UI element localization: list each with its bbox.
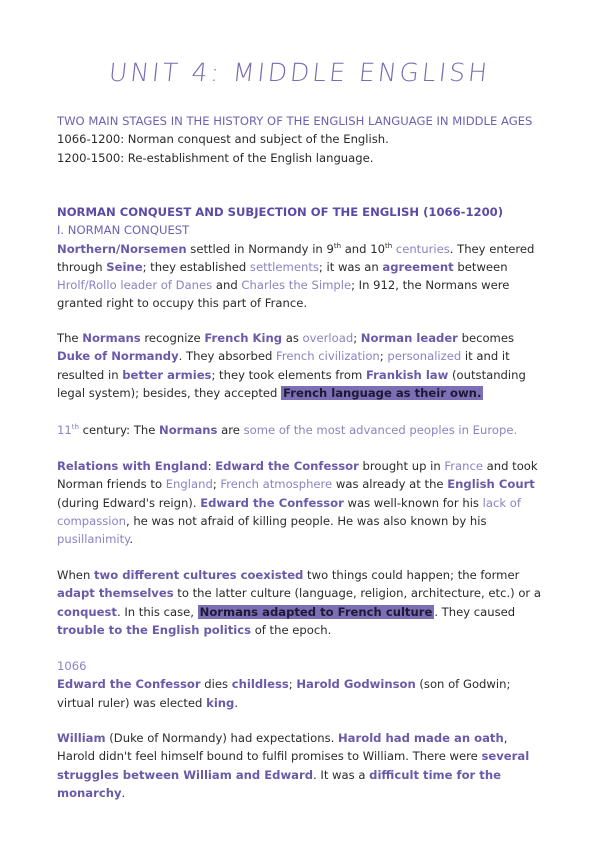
- p4-s8: ;: [212, 477, 221, 492]
- p5-s8: Normans adapted to French culture: [199, 604, 433, 619]
- p1-s15: and: [212, 278, 242, 293]
- paragraph-2-text: [57, 329, 547, 402]
- p7-s3: Harold had made an oath: [337, 731, 504, 745]
- p1-s13: between: [453, 259, 508, 274]
- p4-s6: and took Norman friends to: [57, 459, 538, 492]
- p4-s3: Edward the Confessor: [215, 459, 359, 473]
- p1-s3: th: [333, 241, 342, 250]
- p3-s2: th: [71, 423, 79, 432]
- p4-s2: :: [207, 459, 216, 473]
- p6-s7: king: [206, 695, 235, 710]
- p1-s11: ; it was an: [318, 259, 383, 274]
- p4-s11: English Court: [447, 477, 535, 492]
- p2-s6: overload: [302, 331, 354, 345]
- paragraph-5-text: [57, 566, 547, 639]
- paragraph-3: [57, 421, 547, 439]
- p2-s4: French King: [204, 331, 283, 345]
- p3-s3: century: The: [78, 423, 160, 437]
- p5-s2: two different cultures coexisted: [93, 568, 304, 582]
- p7-s5: several struggles between William and Edward: [57, 749, 530, 782]
- p5-s4: adapt themselves: [57, 586, 174, 601]
- p4-s13: Edward the Confessor: [200, 495, 344, 510]
- p3-s4: Normans: [159, 423, 218, 437]
- p3-s1: 11: [57, 423, 72, 437]
- p2-s15: it and it resulted in: [57, 349, 510, 382]
- p2-s10: Duke of Normandy: [57, 349, 179, 364]
- p4-s12: (during Edward's reign).: [57, 495, 201, 510]
- section-heading: NORMAN CONQUEST AND SUBJECTION OF THE ENGLISH (1066-1200): [57, 205, 504, 219]
- paragraph-1: [57, 240, 547, 313]
- p1-s5: th: [384, 241, 393, 250]
- p5-s10: trouble to the English politics: [57, 622, 252, 637]
- p2-s2: Normans: [82, 331, 141, 345]
- p6-s4: ;: [288, 677, 297, 692]
- p2-s7: ;: [353, 331, 361, 345]
- p1-s12: agreement: [382, 259, 454, 274]
- paragraph-6: [57, 657, 547, 712]
- p4-s18: .: [129, 532, 134, 547]
- paragraph-6-text: [57, 675, 547, 712]
- p4-s16: , he was not afraid of killing people. He was also known by his: [125, 513, 487, 528]
- p5-s11: of the epoch.: [251, 622, 332, 637]
- p6-s6: (son of Godwin; virtual ruler) was elected: [57, 677, 511, 710]
- paragraph-7: [57, 729, 547, 802]
- p4-s4: brought up in: [358, 459, 445, 473]
- stages-line-1: 1066-1200: Norman conquest and subject of the English.: [57, 132, 389, 147]
- p5-s1: When: [57, 568, 94, 582]
- p7-s7: difficult time for the monarchy: [57, 767, 501, 800]
- p2-s3: recognize: [140, 331, 205, 345]
- paragraph-7-text: [57, 729, 547, 802]
- p4-s10: was already at the: [332, 477, 448, 492]
- p1-s6: centuries: [392, 241, 450, 256]
- paragraph-4-text: [57, 457, 547, 548]
- p2-s17: ; they took elements from: [211, 367, 366, 382]
- p4-s9: French atmosphere: [220, 477, 333, 492]
- paragraph-2: [57, 329, 547, 402]
- p5-s6: conquest: [57, 604, 117, 619]
- paragraph-3-text: [57, 421, 547, 439]
- page-title: UNIT 4: MIDDLE ENGLISH: [107, 58, 492, 87]
- p1-s2: settled in Normandy in 9: [186, 241, 334, 256]
- p2-s12: French civilization: [276, 349, 380, 364]
- section-subheading: I. NORMAN CONQUEST: [57, 223, 190, 238]
- section-block: [57, 203, 547, 313]
- p6-s8: .: [234, 695, 239, 710]
- p6-s2: dies: [200, 677, 232, 692]
- p5-s9: . They caused: [434, 604, 516, 619]
- p2-s14: personalized: [387, 349, 462, 364]
- p4-s7: England: [165, 477, 213, 492]
- p6-year: 1066: [57, 659, 87, 673]
- p7-s1: William: [57, 731, 106, 745]
- p7-s6: . It was a: [313, 767, 370, 782]
- p2-s1: The: [57, 331, 83, 345]
- p1-s8: Seine: [106, 259, 143, 274]
- p4-s15: lack of compassion: [57, 495, 521, 528]
- stages-block: [57, 112, 547, 167]
- p1-s17: ; In 912, the Normans were granted right to occupy this part of France.: [57, 278, 510, 311]
- p1-s14: Hrolf/Rollo leader of Danes: [57, 278, 213, 293]
- p1-s4: and 10: [341, 241, 385, 256]
- p2-s11: . They absorbed: [178, 349, 277, 364]
- p1-s1: Northern/Norsemen: [57, 241, 187, 256]
- p4-s14: was well-known for his: [343, 495, 483, 510]
- p6-s5: Harold Godwinson: [296, 677, 416, 692]
- p7-s4: , Harold didn't feel himself bound to fulfil promises to William. There were: [57, 731, 508, 764]
- p2-s20: French language as their own.: [283, 385, 482, 400]
- p4-s1: Relations with England: [57, 459, 208, 473]
- p1-s7: . They entered through: [57, 241, 535, 274]
- p2-s5: as: [282, 331, 303, 345]
- stages-heading: TWO MAIN STAGES IN THE HISTORY OF THE ENGLISH LANGUAGE IN MIDDLE AGES: [57, 114, 533, 128]
- p7-s8: .: [121, 785, 126, 800]
- p1-s9: ; they established: [142, 259, 250, 274]
- p7-s2: (Duke of Normandy) had expectations.: [105, 731, 338, 745]
- p5-s7: . In this case,: [116, 604, 198, 619]
- p2-s13: ;: [379, 349, 388, 364]
- p5-s3: two things could happen; the former: [303, 568, 520, 582]
- p2-s16: better armies: [122, 367, 212, 382]
- p1-s16: Charles the Simple: [241, 278, 352, 293]
- p6-s3: childless: [231, 677, 289, 692]
- p5-s5: to the latter culture (language, religion, architecture, etc.) or a: [173, 586, 541, 601]
- p2-s19: (outstanding legal system); besides, they accepted: [57, 367, 526, 400]
- p3-s5: are: [217, 423, 244, 437]
- p2-s9: becomes: [457, 331, 515, 345]
- p4-s17: pusillanimity: [57, 532, 130, 547]
- stages-line-2: 1200-1500: Re-establishment of the English language.: [57, 150, 374, 165]
- p2-s8: Norman leader: [360, 331, 458, 345]
- paragraph-5: [57, 566, 547, 639]
- p6-s1: Edward the Confessor: [57, 677, 201, 692]
- p2-s18: Frankish law: [365, 367, 449, 382]
- p4-s5: France: [444, 459, 483, 473]
- p3-s6: some of the most advanced peoples in Europe.: [243, 423, 518, 437]
- paragraph-4: [57, 457, 547, 548]
- p1-s10: settlements: [249, 259, 319, 274]
